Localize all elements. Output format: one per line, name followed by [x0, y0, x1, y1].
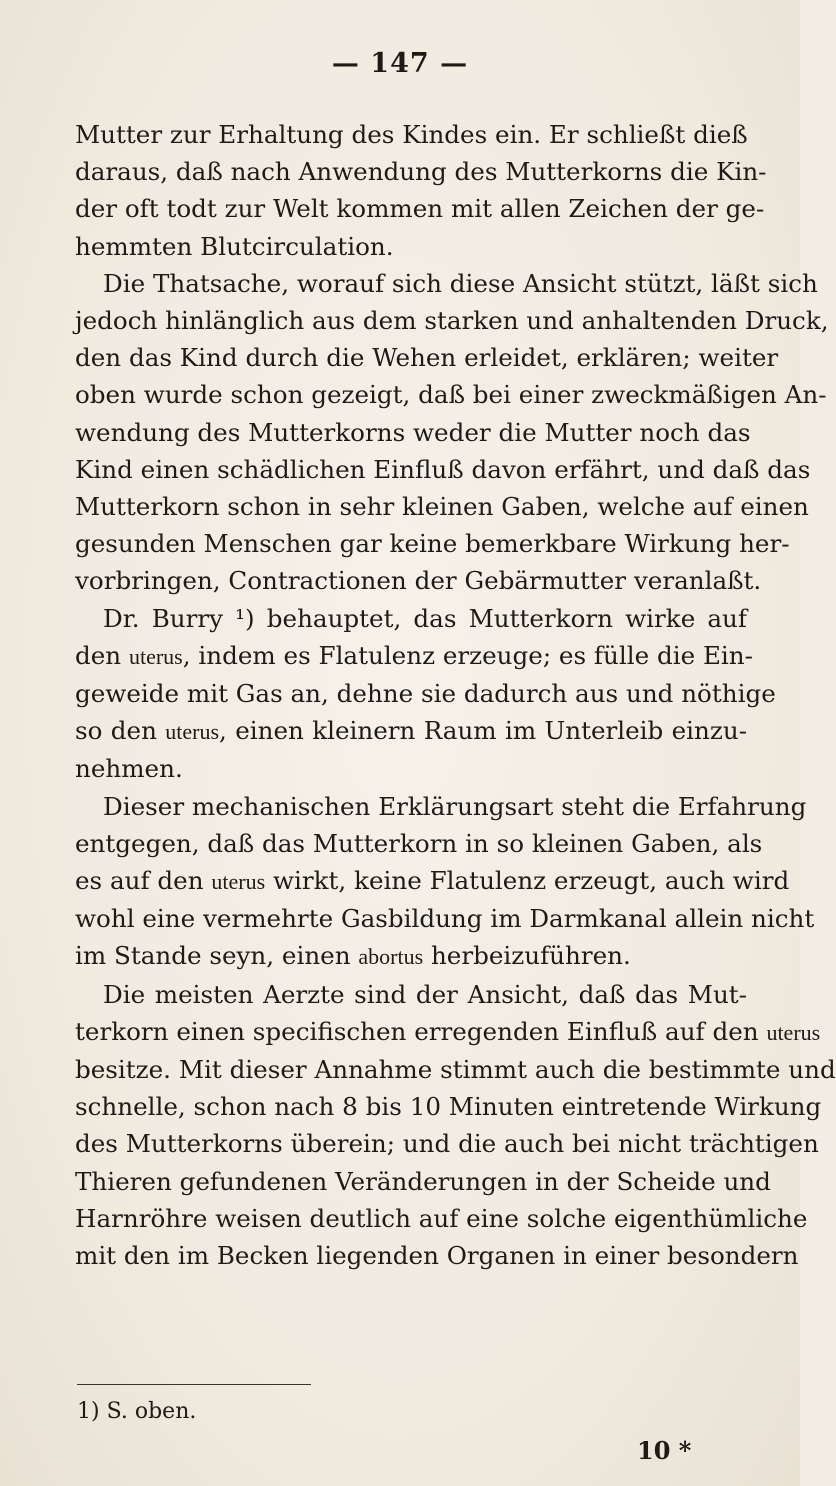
text-line: im Stande seyn, einen abortus herbeizuführen.: [75, 941, 631, 971]
text-line: nehmen.: [75, 754, 183, 784]
text-line: entgegen, daß das Mutterkorn in so kleinen Gaben, als: [75, 828, 763, 858]
text-line: Thieren gefundenen Veränderungen in der Scheide und: [75, 1166, 771, 1196]
text-line: vorbringen, Contractionen der Gebärmutter veranlaßt.: [75, 566, 762, 596]
text-line: Dieser mechanischen Erklärungsart steht die Erfahrung: [103, 791, 807, 821]
text-line: des Mutterkorns überein; und die auch bei nicht trächtigen: [75, 1129, 819, 1159]
text-line: so den uterus, einen kleinern Raum im Unterleib einzu-: [75, 716, 747, 746]
text-line: mit den im Becken liegenden Organen in einer besondern: [75, 1241, 799, 1271]
text-line: schnelle, schon nach 8 bis 10 Minuten eintretende Wirkung: [75, 1092, 822, 1122]
text-line: oben wurde schon gezeigt, daß bei einer zweckmäßigen An-: [75, 380, 827, 410]
text-line: Die Thatsache, worauf sich diese Ansicht stützt, läßt sich: [103, 268, 818, 298]
text-line: jedoch hinlänglich aus dem starken und anhaltenden Druck,: [75, 306, 829, 336]
printer-signature-mark: 10 *: [637, 1436, 692, 1465]
text-line: der oft todt zur Welt kommen mit allen Zeichen der ge-: [75, 194, 765, 224]
text-line: Dr. Burry ¹) behauptet, das Mutterkorn wirke auf: [103, 603, 747, 633]
footnote: 1) S. oben.: [77, 1399, 197, 1424]
body-text: [75, 116, 836, 1274]
latin-term: uterus: [766, 1019, 821, 1045]
text-line: es auf den uterus wirkt, keine Flatulenz erzeugt, auch wird: [75, 866, 790, 896]
text-line: gesunden Menschen gar keine bemerkbare Wirkung her-: [75, 529, 790, 559]
page-number: — 147 —: [331, 48, 469, 79]
text-line: wohl eine vermehrte Gasbildung im Darmkanal allein nicht: [75, 904, 815, 934]
latin-term: uterus: [165, 719, 220, 745]
text-line: den das Kind durch die Wehen erleidet, erklären; weiter: [75, 343, 779, 373]
text-line: geweide mit Gas an, dehne sie dadurch aus und nöthige: [75, 679, 776, 709]
text-line: Harnröhre weisen deutlich auf eine solche eigenthümliche: [75, 1203, 808, 1233]
footnote-divider: [77, 1384, 311, 1385]
text-line: Mutterkorn schon in sehr kleinen Gaben, welche auf einen: [75, 492, 809, 522]
text-line: besitze. Mit dieser Annahme stimmt auch die bestimmte und: [75, 1055, 836, 1085]
text-line: wendung des Mutterkorns weder die Mutter noch das: [75, 417, 751, 447]
latin-term: uterus: [211, 869, 266, 895]
text-line: Mutter zur Erhaltung des Kindes ein. Er schließt dieß: [75, 120, 748, 149]
latin-term: uterus: [128, 643, 183, 669]
latin-term: abortus: [358, 944, 424, 970]
text-line: terkorn einen specifischen erregenden Einfluß auf den uterus: [75, 1016, 821, 1046]
text-line: daraus, daß nach Anwendung des Mutterkorns die Kin-: [75, 157, 767, 187]
text-line: hemmten Blutcirculation.: [75, 231, 394, 261]
text-line: Die meisten Aerzte sind der Ansicht, daß das Mut-: [103, 979, 747, 1009]
text-line: Kind einen schädlichen Einfluß davon erfährt, und daß das: [75, 454, 811, 484]
text-line: den uterus, indem es Flatulenz erzeuge; es fülle die Ein-: [75, 640, 753, 670]
